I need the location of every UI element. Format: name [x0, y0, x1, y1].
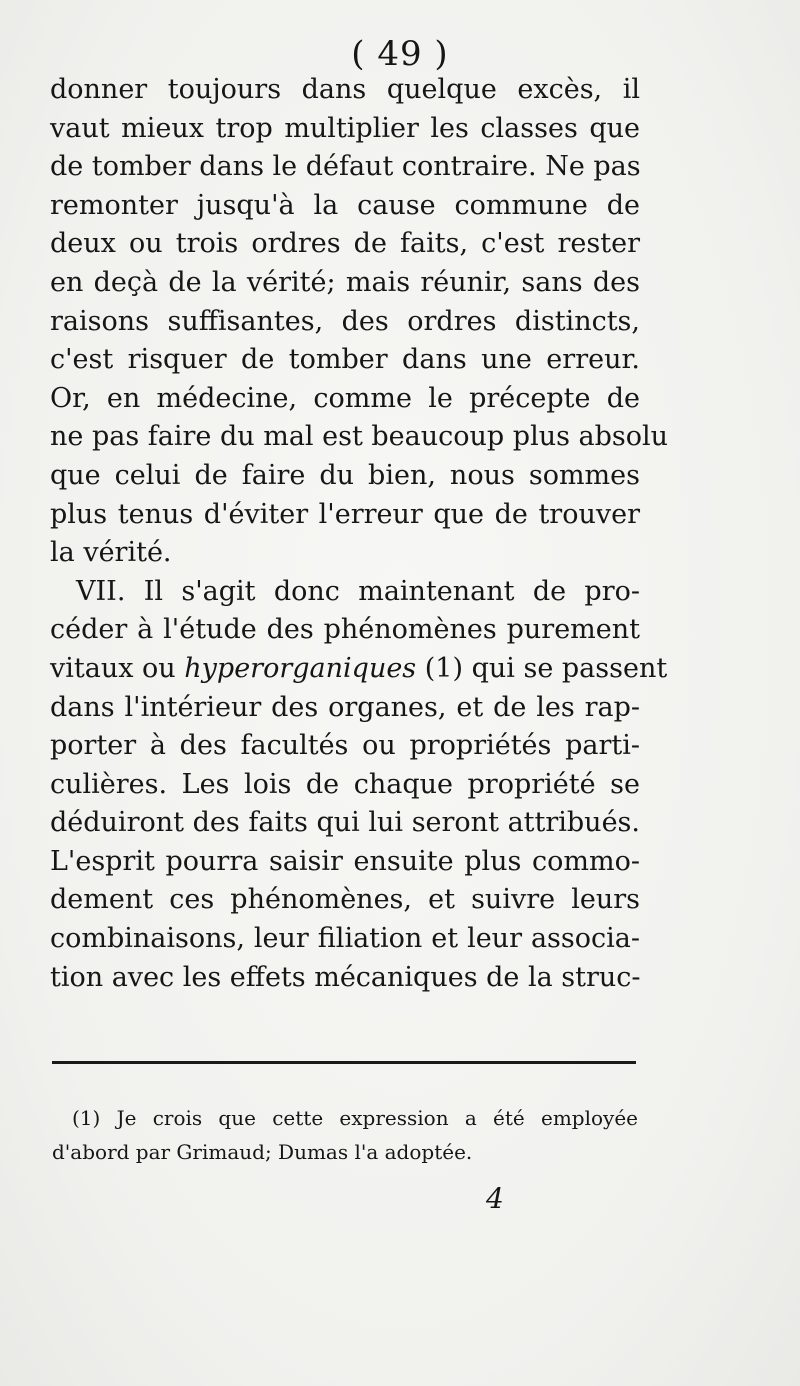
page-number-header: ( 49 )	[351, 34, 449, 74]
text-line: culières. Les lois de chaque propriété se	[50, 768, 640, 800]
text-line: raisons suffisantes, des ordres distincts,	[50, 305, 640, 337]
text-line: VII. Il s'agit donc maintenant de pro-	[76, 575, 640, 607]
footnote-rule	[52, 1061, 636, 1064]
text-line: plus tenus d'éviter l'erreur que de trouver	[50, 498, 640, 530]
text-line: tion avec les effets mécaniques de la struc-	[50, 961, 641, 993]
text-line: de tomber dans le défaut contraire. Ne pas	[50, 151, 641, 183]
footnote	[52, 1101, 638, 1169]
footnote-line: d'abord par Grimaud; Dumas l'a adoptée.	[52, 1140, 473, 1164]
text-line: ne pas faire du mal est beaucoup plus absolu	[50, 421, 669, 453]
text-line: remonter jusqu'à la cause commune de	[50, 189, 640, 221]
text-line: c'est risquer de tomber dans une erreur.	[50, 344, 640, 376]
signature-mark: 4	[486, 1182, 504, 1215]
text-line: deux ou trois ordres de faits, c'est rester	[50, 228, 640, 260]
text-line-with-italic	[50, 650, 668, 689]
text-line: céder à l'étude des phénomènes purement	[50, 614, 640, 646]
text-line: Or, en médecine, comme le précepte de	[50, 382, 640, 414]
text-segment: vitaux ou	[50, 652, 176, 684]
text-line: L'esprit pourra saisir ensuite plus commo-	[50, 845, 640, 877]
text-line: dans l'intérieur des organes, et de les rap-	[50, 691, 640, 723]
main-text	[50, 71, 669, 997]
text-line: dement ces phénomènes, et suivre leurs	[50, 884, 640, 916]
text-line: vaut mieux trop multiplier les classes que	[50, 112, 640, 144]
text-line: combinaisons, leur filiation et leur associa-	[50, 923, 640, 955]
italic-term: hyperorganiques	[184, 652, 417, 684]
text-line: que celui de faire du bien, nous sommes	[50, 459, 640, 491]
footnote-line: (1) Je crois que cette expression a été employée	[72, 1106, 638, 1130]
text-line: en deçà de la vérité; mais réunir, sans des	[50, 266, 640, 298]
text-line: la vérité.	[50, 537, 172, 569]
text-line: donner toujours dans quelque excès, il	[50, 74, 640, 105]
text-line: déduiront des faits qui lui seront attribués.	[50, 807, 640, 839]
text-line: porter à des facultés ou propriétés parti-	[50, 730, 640, 762]
text-segment: (1) qui se passent	[424, 652, 668, 684]
